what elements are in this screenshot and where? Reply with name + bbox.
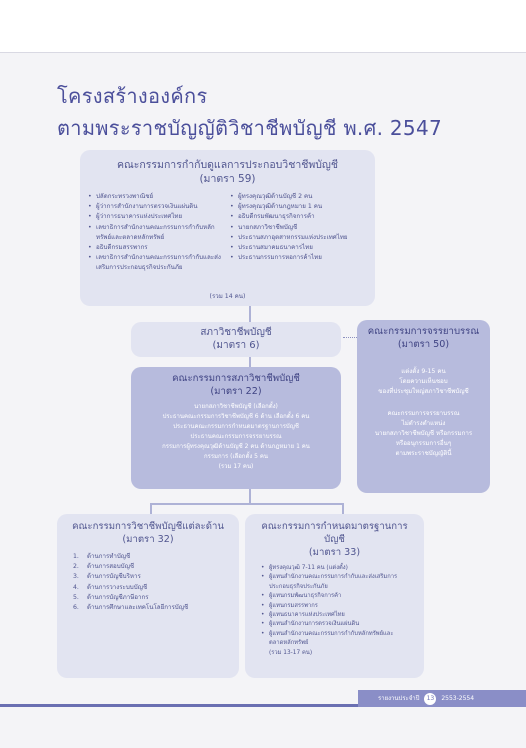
list-item: • ประธานกรรมการหอการค้าไทย: [230, 254, 322, 262]
council-board-title: คณะกรรมการสภาวิชาชีพบัญชี: [172, 373, 300, 384]
list-item: • ผู้แทนสำนักงานคณะกรรมการกำกับหลักทรัพย์และตลาดหลักทรัพย์: [261, 630, 394, 647]
supervisory-committee-title: คณะกรรมการกำกับดูแลการประกอบวิชาชีพบัญชี: [116, 159, 339, 171]
board-line: (รวม 17 คน): [218, 463, 254, 470]
council-board-box: [131, 367, 341, 489]
ethics-line: นายกสภาวิชาชีพบัญชี หรือกรรมการ: [374, 430, 473, 437]
footer-tab: [358, 690, 526, 707]
connector-branch-horizontal: [150, 503, 344, 505]
list-item: 1. ด้านการทำบัญชี: [73, 553, 131, 560]
council-board-section: (มาตรา 22): [210, 386, 262, 397]
page-title-line-1: โครงสร้างองค์กร: [57, 84, 208, 108]
page-title-line-2: ตามพระราชบัญญัติวิชาชีพบัญชี พ.ศ. 2547: [57, 116, 442, 140]
ethics-committee-section: (มาตรา 50): [397, 339, 450, 350]
accounting-council-heading: [131, 326, 341, 352]
list-item: • ผู้ว่าการธนาคารแห่งประเทศไทย: [88, 213, 183, 221]
supervisory-committee-box: [80, 150, 375, 306]
page-top-margin: [0, 0, 526, 52]
list-item: • ประธานสภาอุตสาหกรรมแห่งประเทศไทย: [230, 233, 348, 241]
list-item: • ปลัดกระทรวงพาณิชย์: [88, 193, 154, 200]
standards-committee-box: [245, 514, 424, 678]
supervisory-committee-total: (รวม 14 คน): [209, 293, 246, 300]
professional-committees-list: [73, 552, 229, 613]
ethics-line: แต่งตั้ง 9-15 คน: [401, 368, 446, 375]
list-item: • ผู้ทรงคุณวุฒิ 7-11 คน (แต่งตั้ง): [261, 565, 348, 571]
standards-committee-title: คณะกรรมการกำหนดมาตรฐานการบัญชี: [261, 521, 408, 545]
ethics-line: ตามพระราชบัญญัตินี้: [395, 450, 452, 457]
list-item: • นายกสภาวิชาชีพบัญชี: [230, 223, 298, 231]
professional-committees-heading: [67, 520, 229, 546]
ethics-line: ของที่ประชุมใหญ่สภาวิชาชีพบัญชี: [378, 388, 469, 395]
supervisory-committee-heading: [88, 158, 367, 186]
standards-committee-section: (มาตรา 33): [308, 547, 361, 558]
page-top-rule: [0, 52, 526, 53]
page-number: 13: [424, 693, 436, 705]
connector-supervisory-council: [249, 305, 251, 323]
list-item: • ผู้แทนธนาคารแห่งประเทศไทย: [261, 612, 345, 619]
accounting-council-box: [131, 322, 341, 357]
list-item: 3. ด้านการบัญชีบริหาร: [73, 573, 141, 581]
supervisory-committee-members: [88, 192, 367, 274]
footer-report-label: รายงานประจำปี: [378, 695, 420, 702]
list-item: • ประธานสมาคมธนาคารไทย: [230, 244, 313, 252]
professional-committees-title: คณะกรรมการวิชาชีพบัญชีแต่ละด้าน: [72, 521, 224, 532]
accounting-council-section: (มาตรา 6): [212, 340, 260, 351]
list-item: • เลขาธิการสำนักงานคณะกรรมการกำกับและส่งเสริมการประกอบธุรกิจประกันภัย: [88, 254, 221, 272]
standards-committee-heading: [253, 520, 416, 559]
ethics-committee-title: คณะกรรมการจรรยาบรรณ: [367, 326, 480, 337]
council-board-heading: [131, 372, 341, 398]
supervisory-left-list: [88, 192, 226, 274]
board-line: กรรมการ (เลือกตั้ง 5 คน: [203, 453, 269, 460]
board-line: ประธานคณะกรรมการวิชาชีพบัญชี 6 ด้าน เลือกตั้ง 6 คน: [162, 413, 310, 420]
list-item: • ผู้ว่าการสำนักงานการตรวจเงินแผ่นดิน: [88, 203, 198, 211]
list-item: • ผู้แทนกรมสรรพากร: [261, 602, 318, 609]
professional-committees-box: [57, 514, 239, 678]
ethics-line: ไม่ดำรงตำแหน่ง: [401, 420, 446, 427]
ethics-restriction-text: [357, 409, 490, 459]
supervisory-right-list: [230, 192, 367, 274]
connector-board-down: [249, 488, 251, 504]
board-line: กรรมการผู้ทรงคุณวุฒิด้านบัญชี 2 คน ด้านกฎหมาย 1 คน: [162, 443, 310, 450]
ethics-committee-box: [357, 320, 490, 493]
list-item: • ผู้ทรงคุณวุฒิด้านบัญชี 2 คน: [230, 193, 313, 200]
board-line: ประธานคณะกรรมการจรรยาบรรณ: [190, 433, 282, 440]
list-item: 4. ด้านการวางระบบบัญชี: [73, 583, 148, 591]
connector-council-ethics: [343, 337, 357, 338]
ethics-line: หรืออนุกรรมการอื่นๆ: [395, 440, 452, 447]
list-item: 5. ด้านการบัญชีภาษีอากร: [73, 593, 149, 601]
ethics-appointment-text: [357, 367, 490, 397]
standards-committee-total: (รวม 13-17 คน): [269, 649, 313, 656]
list-item: • อธิบดีกรมพัฒนาธุรกิจการค้า: [230, 213, 315, 221]
ethics-committee-heading: [357, 325, 490, 351]
ethics-line: คณะกรรมการจรรยาบรรณ: [387, 410, 460, 417]
list-item: • ผู้แทนกรมพัฒนาธุรกิจการค้า: [261, 593, 342, 600]
list-item: • ผู้แทนสำนักงานคณะกรรมการกำกับและส่งเสริมการประกอบธุรกิจประกันภัย: [261, 574, 398, 590]
list-item: • ผู้แทนสำนักงานการตรวจเงินแผ่นดิน: [261, 621, 360, 628]
board-line: ประธานคณะกรรมการกำหนดมาตรฐานการบัญชี: [173, 423, 299, 430]
list-item: • อธิบดีกรมสรรพากร: [88, 244, 148, 252]
standards-committee-list: [261, 564, 416, 649]
footer-years: 2553-2554: [441, 695, 475, 702]
list-item: 6. ด้านการศึกษาและเทคโนโลยีการบัญชี: [73, 604, 189, 612]
supervisory-committee-section: (มาตรา 59): [199, 173, 256, 185]
list-item: 2. ด้านการสอบบัญชี: [73, 563, 135, 571]
council-board-members: [131, 402, 341, 472]
professional-committees-section: (มาตรา 32): [122, 534, 174, 545]
board-line: นายกสภาวิชาชีพบัญชี (เลือกตั้ง): [194, 403, 278, 410]
ethics-line: โดยความเห็นชอบ: [399, 378, 448, 385]
accounting-council-title: สภาวิชาชีพบัญชี: [200, 327, 272, 338]
list-item: • ผู้ทรงคุณวุฒิด้านกฎหมาย 1 คน: [230, 203, 323, 211]
list-item: • เลขาธิการสำนักงานคณะกรรมการกำกับหลักทรัพย์และตลาดหลักทรัพย์: [88, 223, 215, 241]
